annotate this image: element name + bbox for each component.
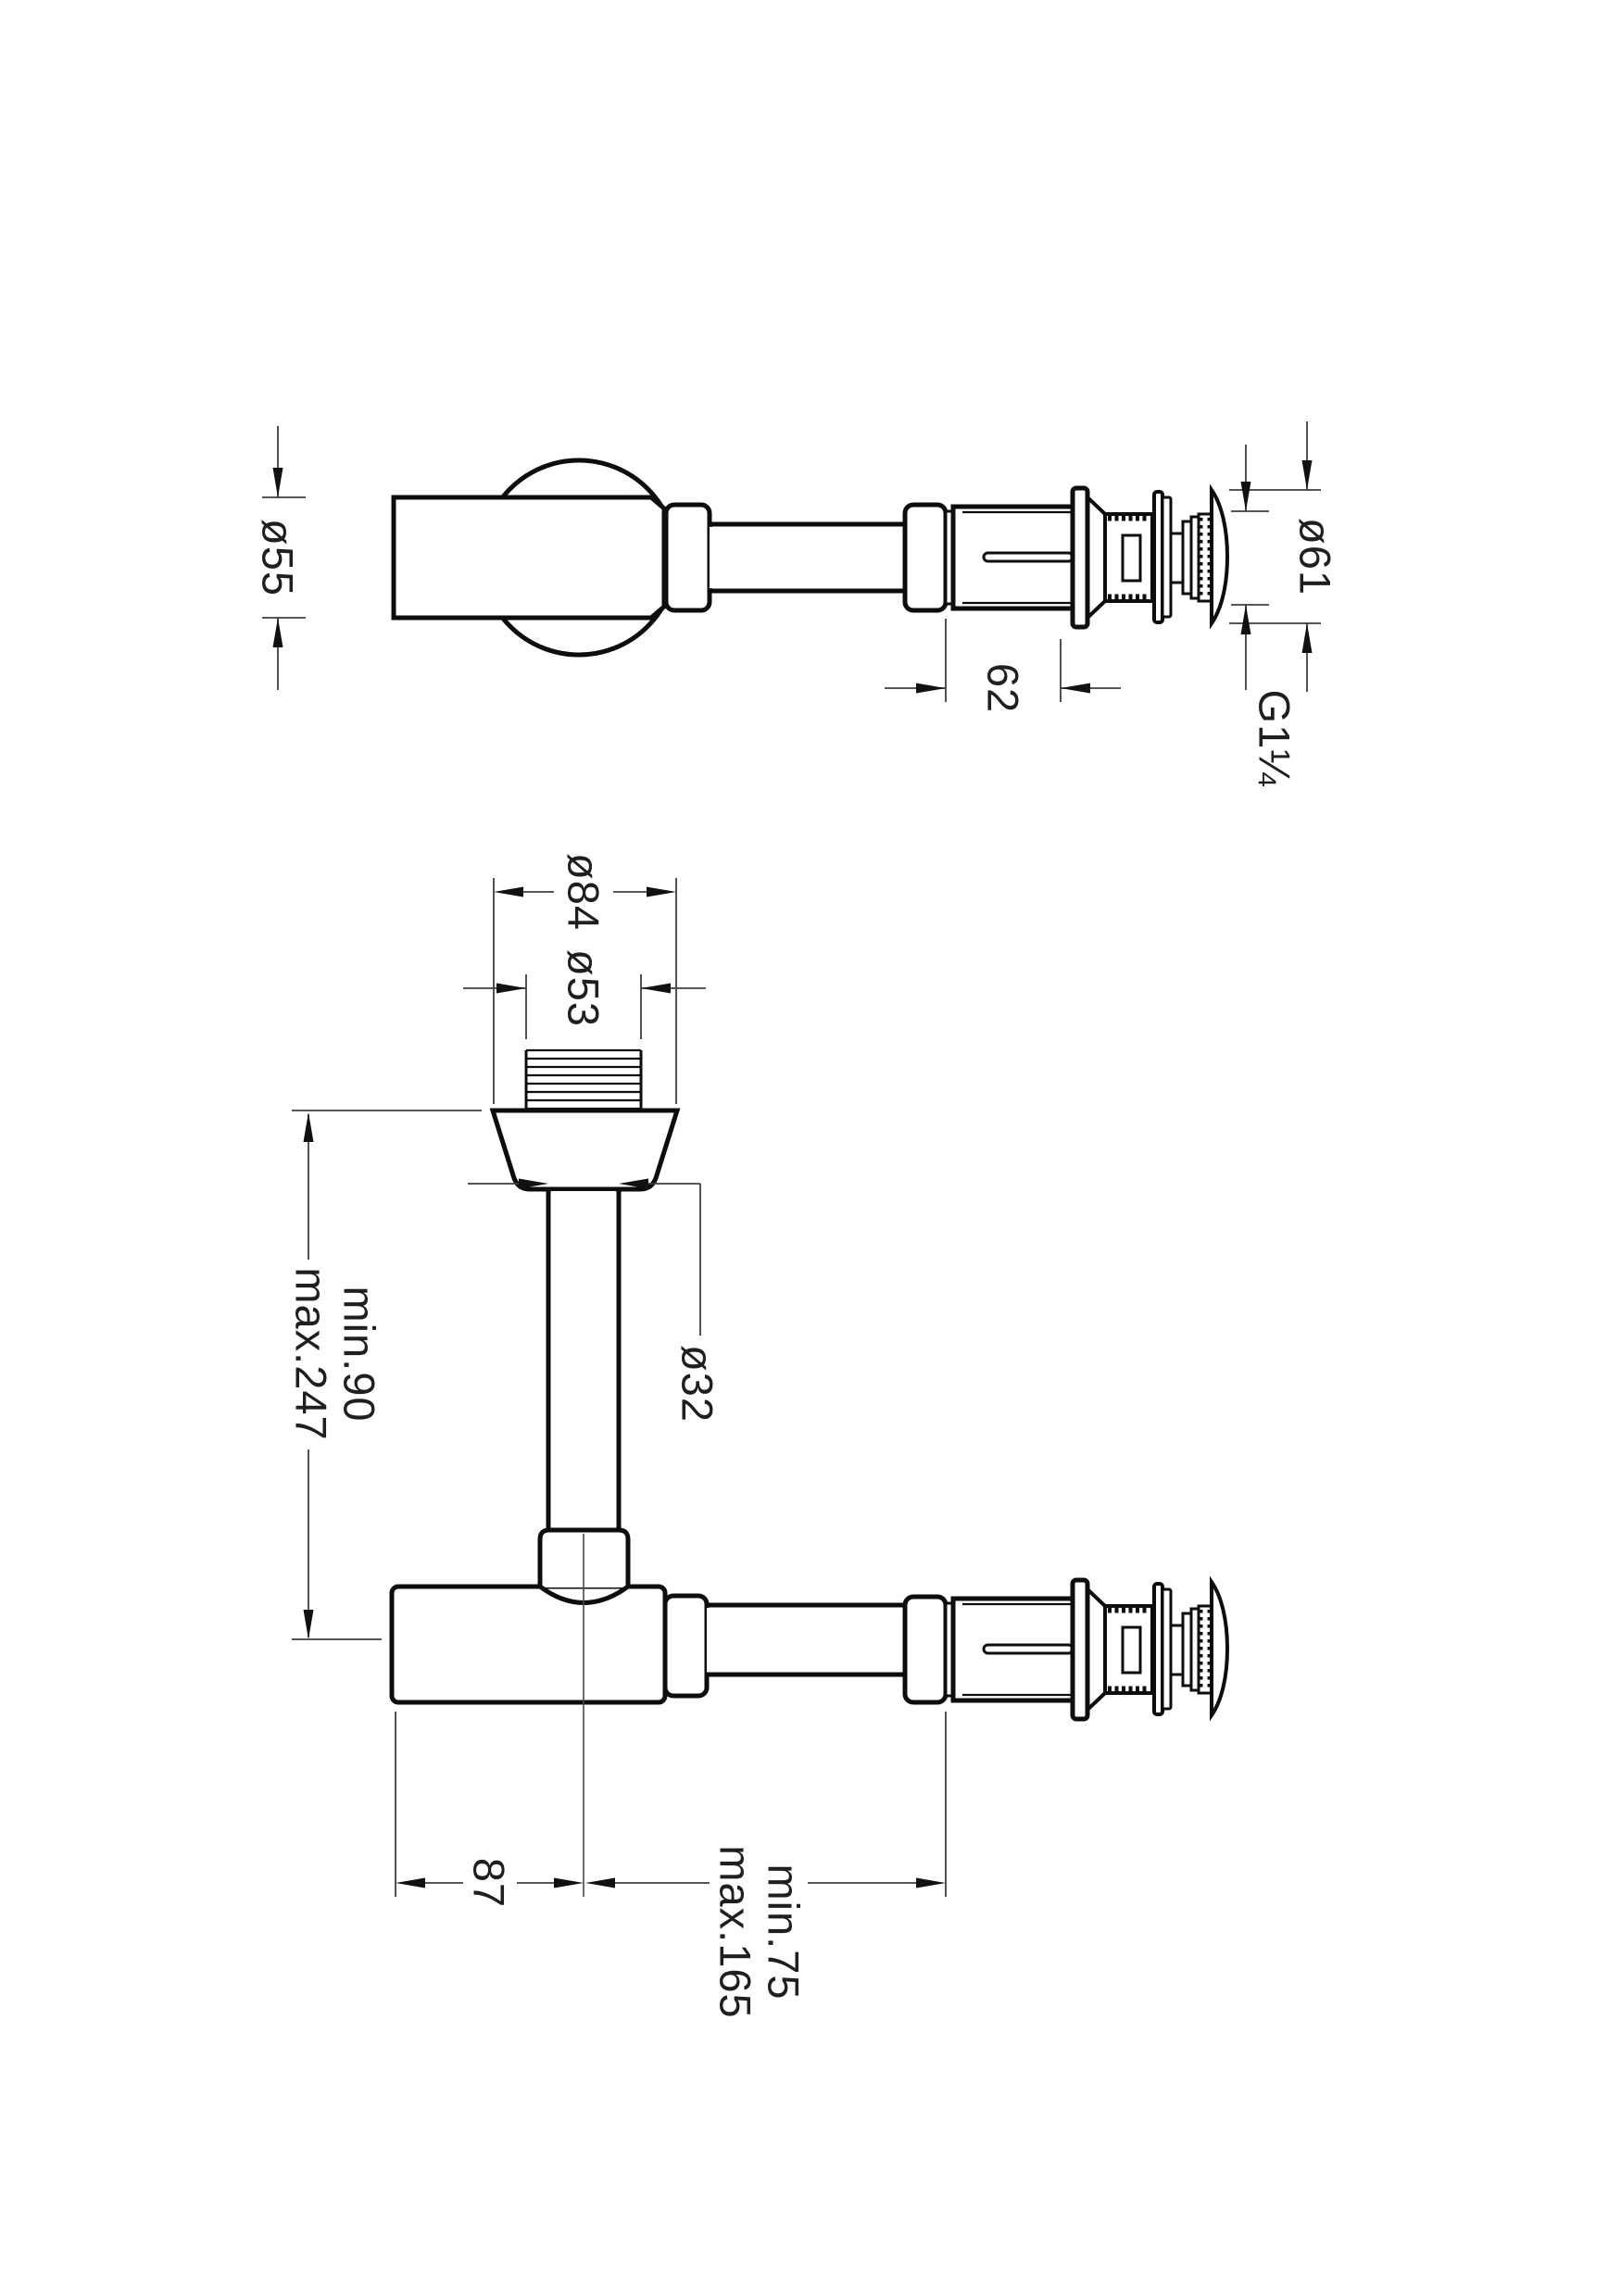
outlet-nut xyxy=(665,1596,707,1696)
dim-d61-label: ø61 xyxy=(1290,518,1340,596)
dim-d55-arrow-bottom xyxy=(273,618,283,647)
dim-d53-arrow-right xyxy=(641,984,671,994)
dim-diameter-53 xyxy=(463,949,706,1039)
dim-d61-arrow-bottom xyxy=(1302,623,1313,653)
trap-body xyxy=(392,1587,665,1702)
dim-reach-arrow-right xyxy=(916,1878,946,1888)
dim-length-62 xyxy=(885,619,1121,713)
dim-d55-arrow-top xyxy=(273,468,283,497)
dim-thread-ticks xyxy=(1231,511,1269,605)
pop-up-waste-valve-front xyxy=(905,1580,1227,1719)
dim-d84-label: ø84 xyxy=(559,853,609,931)
dim-reach-min75-max165 xyxy=(585,1712,946,2019)
extension-tube xyxy=(710,524,906,591)
dim-thread-arrow-top xyxy=(1241,482,1251,511)
dim-reach-arrow-left xyxy=(585,1878,615,1888)
side-view xyxy=(394,460,1227,655)
threaded-inlet-nipple xyxy=(526,1050,641,1110)
dim-87-arrow-left xyxy=(396,1878,425,1888)
front-view xyxy=(392,1050,1227,1897)
dim-d84-arrow-right xyxy=(647,887,676,897)
dim-height-min90-max247 xyxy=(287,1110,483,1639)
dim-d61-arrow-top xyxy=(1302,460,1313,490)
dim-62-arrow-left xyxy=(916,684,946,694)
dim-thread-g1-1-4 xyxy=(1231,445,1300,786)
dim-d55-label: ø55 xyxy=(253,519,303,596)
dim-thread-label: G1¼ xyxy=(1250,689,1300,787)
outlet-tube-fill xyxy=(707,1608,908,1673)
dim-height-max-label: max.247 xyxy=(286,1267,336,1441)
basin-bell-cup xyxy=(493,1110,677,1189)
vertical-tube xyxy=(548,1191,619,1532)
dim-diameter-55 xyxy=(254,426,307,690)
compression-nut-left xyxy=(666,505,710,610)
dim-62-arrow-right xyxy=(1061,684,1090,694)
pop-up-waste-valve-side xyxy=(905,488,1227,627)
dim-87-label: 87 xyxy=(464,1857,514,1909)
outlet-tube xyxy=(707,1605,908,1675)
dim-reach-min-label: min.75 xyxy=(759,1863,809,2001)
dim-reach-max-label: max.165 xyxy=(710,1845,760,2019)
dim-d84-arrow-left xyxy=(494,887,523,897)
vertical-tube-fill xyxy=(551,1191,616,1532)
dim-d53-arrow-left xyxy=(496,984,526,994)
dim-length-87 xyxy=(396,1712,584,1908)
dim-thread-arrow-bottom xyxy=(1241,605,1251,634)
dim-height-arrow-bottom xyxy=(304,1610,314,1639)
dim-87-arrow-right xyxy=(554,1878,584,1888)
wall-inlet-cylinder xyxy=(394,497,664,618)
dim-height-min-label: min.90 xyxy=(334,1286,384,1423)
dim-d32-label: ø32 xyxy=(672,1345,723,1423)
extension-tube-fill xyxy=(710,527,906,588)
dim-62-label: 62 xyxy=(978,662,1028,714)
dim-d53-label: ø53 xyxy=(559,949,609,1027)
dim-height-arrow-top xyxy=(304,1112,314,1142)
